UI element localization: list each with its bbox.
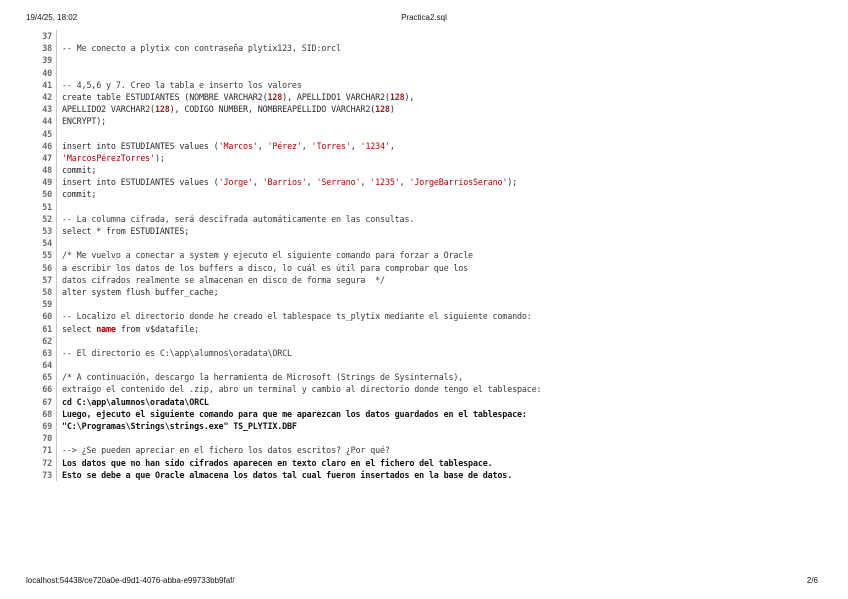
- code-token: );: [507, 177, 518, 188]
- line-number: 48: [42, 165, 52, 176]
- code-line: [26, 140, 826, 152]
- line-number: 59: [42, 299, 52, 310]
- code-token: ,: [399, 177, 410, 188]
- line-text: [62, 249, 473, 261]
- code-token: ,: [301, 140, 312, 151]
- line-text: [62, 286, 219, 298]
- code-line: [26, 115, 826, 127]
- line-text: [62, 140, 395, 152]
- code-token: commit;: [62, 165, 97, 176]
- code-token: name: [96, 323, 116, 334]
- line-text: [62, 371, 463, 383]
- gutter-divider: [56, 91, 57, 103]
- code-token: ENCRYPT);: [62, 116, 107, 127]
- code-line: [26, 128, 826, 140]
- code-token: 128: [389, 91, 405, 102]
- line-number: 69: [42, 421, 52, 431]
- line-text: [62, 115, 106, 127]
- code-line: [26, 323, 826, 335]
- gutter-divider: [56, 54, 57, 66]
- line-number: 65: [42, 372, 52, 383]
- line-number: 44: [42, 116, 52, 127]
- line-number: 58: [42, 286, 52, 297]
- line-number: 41: [42, 79, 52, 90]
- code-line: [26, 396, 826, 408]
- line-text: [62, 323, 199, 335]
- gutter-divider: [56, 152, 57, 164]
- code-token: insert into ESTUDIANTES values (: [62, 140, 219, 151]
- gutter-divider: [56, 262, 57, 274]
- code-line: [26, 176, 826, 188]
- gutter-divider: [56, 188, 57, 200]
- line-number: 62: [42, 335, 52, 346]
- code-token: ), CODIGO NUMBER, NOMBREAPELLIDO VARCHAR2(: [169, 104, 376, 115]
- gutter-divider: [56, 176, 57, 188]
- code-token: extraigo el contenido del .zip, abro un terminal y cambio al directorio donde tengo el tablespace:: [62, 384, 542, 395]
- line-number: 42: [42, 91, 52, 102]
- gutter-divider: [56, 310, 57, 322]
- code-line: [26, 188, 826, 200]
- print-url: localhost:54438/ce720a0e-d9d1-4076-abba-e99733bb9faf/: [26, 576, 235, 585]
- code-line: [26, 67, 826, 79]
- code-token: ,: [350, 140, 361, 151]
- code-line: [26, 213, 826, 225]
- code-line: [26, 286, 826, 298]
- gutter-divider: [56, 408, 57, 420]
- code-token: a escribir los datos de los buffers a disco, lo cuál es útil para comprobar que los: [62, 262, 469, 273]
- code-token: create table ESTUDIANTES (NOMBRE VARCHAR2(: [62, 91, 268, 102]
- code-line: [26, 103, 826, 115]
- code-line: [26, 408, 826, 420]
- code-token: select: [62, 323, 97, 334]
- line-number: 47: [42, 152, 52, 163]
- line-number: 64: [42, 360, 52, 371]
- gutter-divider: [56, 140, 57, 152]
- line-text: [62, 383, 541, 395]
- line-text: [62, 225, 189, 237]
- line-text: [62, 91, 414, 103]
- line-text: [62, 396, 209, 408]
- gutter-divider: [56, 359, 57, 371]
- print-footer: [0, 576, 848, 588]
- code-line: [26, 420, 826, 432]
- code-line: [26, 335, 826, 347]
- code-token: Luego, ejecuto el siguiente comando para que me aparezcan los datos guardados en el tablespace:: [62, 408, 527, 419]
- line-number: 37: [42, 31, 52, 41]
- code-token: ,: [257, 140, 268, 151]
- line-text: [62, 103, 395, 115]
- code-token: ),: [404, 91, 415, 102]
- line-text: [62, 79, 302, 91]
- line-number: 54: [42, 238, 52, 249]
- line-text: [62, 457, 493, 469]
- line-text: [62, 213, 414, 225]
- line-number: 39: [42, 55, 52, 66]
- code-line: [26, 54, 826, 66]
- code-line: [26, 249, 826, 261]
- code-line: [26, 469, 826, 481]
- line-number: 67: [42, 396, 52, 407]
- code-token: commit;: [62, 189, 97, 200]
- gutter-divider: [56, 371, 57, 383]
- code-token: -- 4,5,6 y 7. Creo la tabla e inserto los valores: [62, 79, 302, 90]
- line-number: 61: [42, 323, 52, 334]
- line-number: 66: [42, 384, 52, 395]
- line-number: 63: [42, 347, 52, 358]
- code-token: -- El directorio es C:\app\alumnos\oradata\ORCL: [62, 347, 292, 358]
- code-token: ,: [252, 177, 263, 188]
- line-text: [62, 274, 385, 286]
- gutter-divider: [56, 237, 57, 249]
- code-token: '1235': [370, 177, 400, 188]
- code-line: [26, 347, 826, 359]
- code-token: 128: [267, 91, 283, 102]
- line-number: 68: [42, 408, 52, 419]
- gutter-divider: [56, 383, 57, 395]
- gutter-divider: [56, 249, 57, 261]
- line-number: 73: [42, 469, 52, 480]
- line-number: 38: [42, 43, 52, 54]
- code-token: 'Jorge': [218, 177, 253, 188]
- gutter-divider: [56, 469, 57, 481]
- page-number: 2/6: [806, 576, 818, 585]
- gutter-divider: [56, 274, 57, 286]
- gutter-divider: [56, 128, 57, 140]
- code-token: 128: [154, 104, 170, 115]
- gutter-divider: [56, 432, 57, 444]
- code-token: --> ¿Se pueden apreciar en el fichero los datos escritos? ¿Por qué?: [62, 445, 390, 456]
- code-token: ): [389, 104, 395, 115]
- line-number: 43: [42, 104, 52, 115]
- gutter-divider: [56, 115, 57, 127]
- code-token: datos cifrados realmente se almacenan en disco de forma segura */: [62, 274, 385, 285]
- code-token: /* Me vuelvo a conectar a system y ejecuto el siguiente comando para forzar a Oracle: [62, 250, 473, 261]
- code-token: '1234': [360, 140, 390, 151]
- line-number: 45: [42, 128, 52, 139]
- gutter-divider: [56, 30, 57, 42]
- code-line: [26, 91, 826, 103]
- gutter-divider: [56, 103, 57, 115]
- line-text: [62, 310, 532, 322]
- gutter-divider: [56, 323, 57, 335]
- line-text: [62, 347, 292, 359]
- line-number: 50: [42, 189, 52, 200]
- line-text: [62, 444, 390, 456]
- line-text: [62, 420, 297, 432]
- gutter-divider: [56, 347, 57, 359]
- line-number: 46: [42, 140, 52, 151]
- code-token: ,: [306, 177, 317, 188]
- code-token: /* A continuación, descargo la herramienta de Microsoft (Strings de Sysinternals),: [62, 372, 464, 383]
- code-token: -- Me conecto a plytix con contraseña plytix123, SID:orcl: [62, 43, 341, 54]
- gutter-divider: [56, 298, 57, 310]
- code-token: select * from ESTUDIANTES;: [62, 226, 190, 236]
- code-token: );: [154, 152, 165, 163]
- code-line: [26, 30, 826, 42]
- code-token: Los datos que no han sido cifrados aparecen en texto claro en el fichero del tablespace.: [62, 457, 493, 468]
- code-line: [26, 298, 826, 310]
- line-text: [62, 42, 341, 54]
- code-line: [26, 457, 826, 469]
- code-token: ,: [389, 140, 395, 151]
- code-token: 'Pérez': [267, 140, 302, 151]
- code-line: [26, 42, 826, 54]
- line-number: 49: [42, 177, 52, 188]
- line-number: 72: [42, 457, 52, 468]
- code-token: -- La columna cifrada, será descifrada automáticamente en las consultas.: [62, 213, 415, 224]
- code-token: 128: [375, 104, 390, 115]
- line-number: 57: [42, 274, 52, 285]
- code-line: [26, 152, 826, 164]
- code-token: cd C:\app\alumnos\oradata\ORCL: [62, 396, 209, 407]
- print-filename: Practica2.sql: [401, 13, 447, 22]
- code-token: alter system flush buffer_cache;: [62, 286, 219, 297]
- line-number: 52: [42, 213, 52, 224]
- print-timestamp: 19/4/25, 18:02: [26, 13, 78, 22]
- code-line: [26, 262, 826, 274]
- code-token: insert into ESTUDIANTES values (: [62, 177, 219, 188]
- code-token: 'JorgeBarriosSerano': [409, 177, 508, 188]
- code-listing: [26, 30, 826, 481]
- code-token: "C:\Programas\Strings\strings.exe" TS_PLYTIX.DBF: [62, 421, 297, 431]
- line-number: 55: [42, 250, 52, 261]
- line-number: 56: [42, 262, 52, 273]
- line-number: 60: [42, 311, 52, 322]
- gutter-divider: [56, 79, 57, 91]
- code-token: ,: [360, 177, 371, 188]
- line-text: [62, 176, 517, 188]
- gutter-divider: [56, 225, 57, 237]
- line-number: 53: [42, 226, 52, 236]
- code-line: [26, 164, 826, 176]
- line-text: [62, 262, 468, 274]
- code-token: ), APELLIDO1 VARCHAR2(: [282, 91, 390, 102]
- code-token: 'Torres': [311, 140, 351, 151]
- code-line: [26, 310, 826, 322]
- line-text: [62, 469, 512, 481]
- line-text: [62, 152, 165, 164]
- gutter-divider: [56, 396, 57, 408]
- code-line: [26, 79, 826, 91]
- code-token: APELLIDO2 VARCHAR2(: [62, 104, 155, 115]
- code-token: -- Localizo el directorio donde he creado el tablespace ts_plytix mediante el siguiente comando:: [62, 311, 532, 322]
- gutter-divider: [56, 457, 57, 469]
- line-number: 40: [42, 67, 52, 78]
- code-token: 'MarcosPérezTorres': [62, 152, 155, 163]
- print-header: [0, 13, 848, 25]
- code-token: 'Marcos': [218, 140, 258, 151]
- code-line: [26, 359, 826, 371]
- code-token: 'Barrios': [262, 177, 307, 188]
- gutter-divider: [56, 444, 57, 456]
- code-line: [26, 225, 826, 237]
- gutter-divider: [56, 286, 57, 298]
- code-token: from v$datafile;: [115, 323, 199, 334]
- line-number: 71: [42, 445, 52, 456]
- gutter-divider: [56, 420, 57, 432]
- line-number: 70: [42, 433, 52, 444]
- code-token: Esto se debe a que Oracle almacena los datos tal cual fueron insertados en la base de datos.: [62, 469, 513, 480]
- gutter-divider: [56, 201, 57, 213]
- gutter-divider: [56, 67, 57, 79]
- code-line: [26, 237, 826, 249]
- gutter-divider: [56, 164, 57, 176]
- code-line: [26, 201, 826, 213]
- line-number: 51: [42, 201, 52, 212]
- code-line: [26, 274, 826, 286]
- code-line: [26, 432, 826, 444]
- code-line: [26, 383, 826, 395]
- gutter-divider: [56, 335, 57, 347]
- line-text: [62, 188, 96, 200]
- code-line: [26, 444, 826, 456]
- line-text: [62, 408, 527, 420]
- gutter-divider: [56, 42, 57, 54]
- line-text: [62, 164, 96, 176]
- gutter-divider: [56, 213, 57, 225]
- code-line: [26, 371, 826, 383]
- code-token: 'Serrano': [316, 177, 361, 188]
